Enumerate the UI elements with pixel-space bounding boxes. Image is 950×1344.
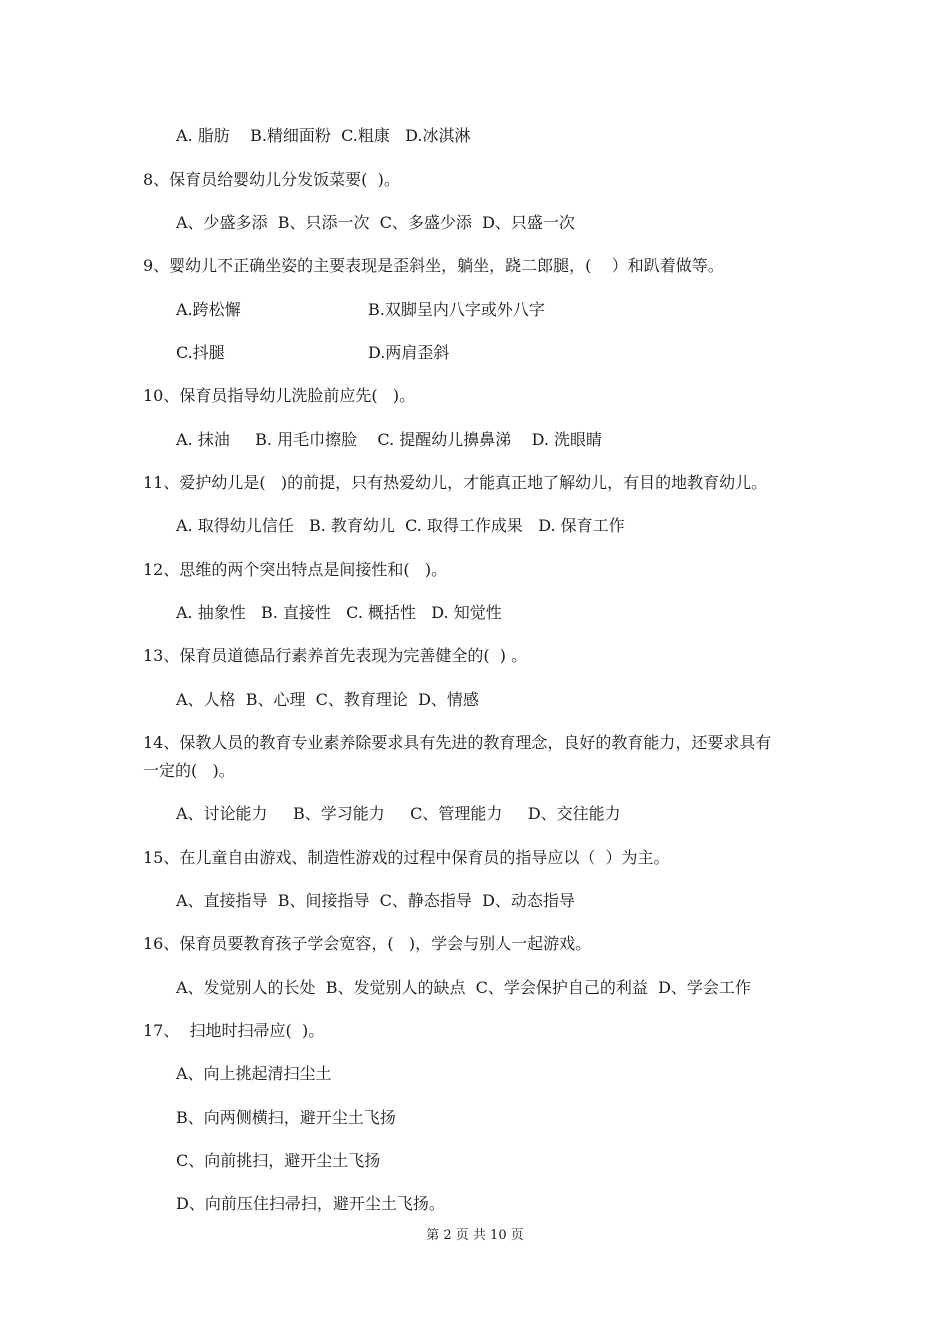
- q16-options: A、发觉别人的长处 B、发觉别人的缺点 C、学会保护自己的利益 D、学会工作: [176, 978, 751, 997]
- question-10: 10、保育员指导幼儿洗脸前应先( )。: [143, 386, 416, 405]
- q12-options: A. 抽象性 B. 直接性 C. 概括性 D. 知觉性: [176, 603, 502, 622]
- q9-option-c: C.抖腿: [176, 343, 225, 362]
- q13-options: A、人格 B、心理 C、教育理论 D、情感: [176, 690, 479, 709]
- q9-option-b: B.双脚呈内八字或外八字: [368, 300, 545, 319]
- q17-option-b: B、向两侧横扫，避开尘土飞扬: [176, 1108, 396, 1127]
- question-14-line2: 一定的( )。: [143, 761, 235, 780]
- question-8: 8、保育员给婴幼儿分发饭菜要( )。: [143, 170, 400, 189]
- question-9: 9、婴幼儿不正确坐姿的主要表现是歪斜坐，躺坐，跷二郎腿，( ）和趴着做等。: [143, 256, 724, 275]
- q10-options: A. 抹油 B. 用毛巾擦脸 C. 提醒幼儿擤鼻涕 D. 洗眼睛: [176, 430, 603, 449]
- question-12: 12、思维的两个突出特点是间接性和( )。: [143, 560, 448, 579]
- q17-option-a: A、向上挑起清扫尘土: [176, 1064, 332, 1083]
- q8-options: A、少盛多添 B、只添一次 C、多盛少添 D、只盛一次: [176, 213, 575, 232]
- q9-option-d: D.两肩歪斜: [368, 343, 450, 362]
- question-11: 11、爱护幼儿是( )的前提，只有热爱幼儿，才能真正地了解幼儿，有目的地教育幼儿。: [143, 473, 768, 492]
- q9-option-a: A.跨松懈: [176, 300, 241, 319]
- q11-options: A. 取得幼儿信任 B. 教育幼儿 C. 取得工作成果 D. 保育工作: [176, 516, 625, 535]
- question-17: 17、 扫地时扫帚应( )。: [143, 1021, 325, 1040]
- question-14-line1: 14、保教人员的教育专业素养除要求具有先进的教育理念，良好的教育能力，还要求具有: [143, 733, 772, 752]
- question-13: 13、保育员道德品行素养首先表现为完善健全的( ) 。: [143, 646, 528, 665]
- q17-option-c: C、向前挑扫，避开尘土飞扬: [176, 1151, 381, 1170]
- page-footer: 第 2 页 共 10 页: [426, 1228, 524, 1243]
- q7-options: A. 脂肪 B.精细面粉 C.粗康 D.冰淇淋: [176, 126, 471, 145]
- q14-options: A、讨论能力 B、学习能力 C、管理能力 D、交往能力: [176, 804, 621, 823]
- question-16: 16、保育员要教育孩子学会宽容，( )，学会与别人一起游戏。: [143, 934, 592, 953]
- q15-options: A、直接指导 B、间接指导 C、静态指导 D、动态指导: [176, 891, 575, 910]
- q17-option-d: D、向前压住扫帚扫，避开尘土飞扬。: [176, 1194, 445, 1213]
- question-15: 15、在儿童自由游戏、制造性游戏的过程中保育员的指导应以（ ）为主。: [143, 848, 670, 867]
